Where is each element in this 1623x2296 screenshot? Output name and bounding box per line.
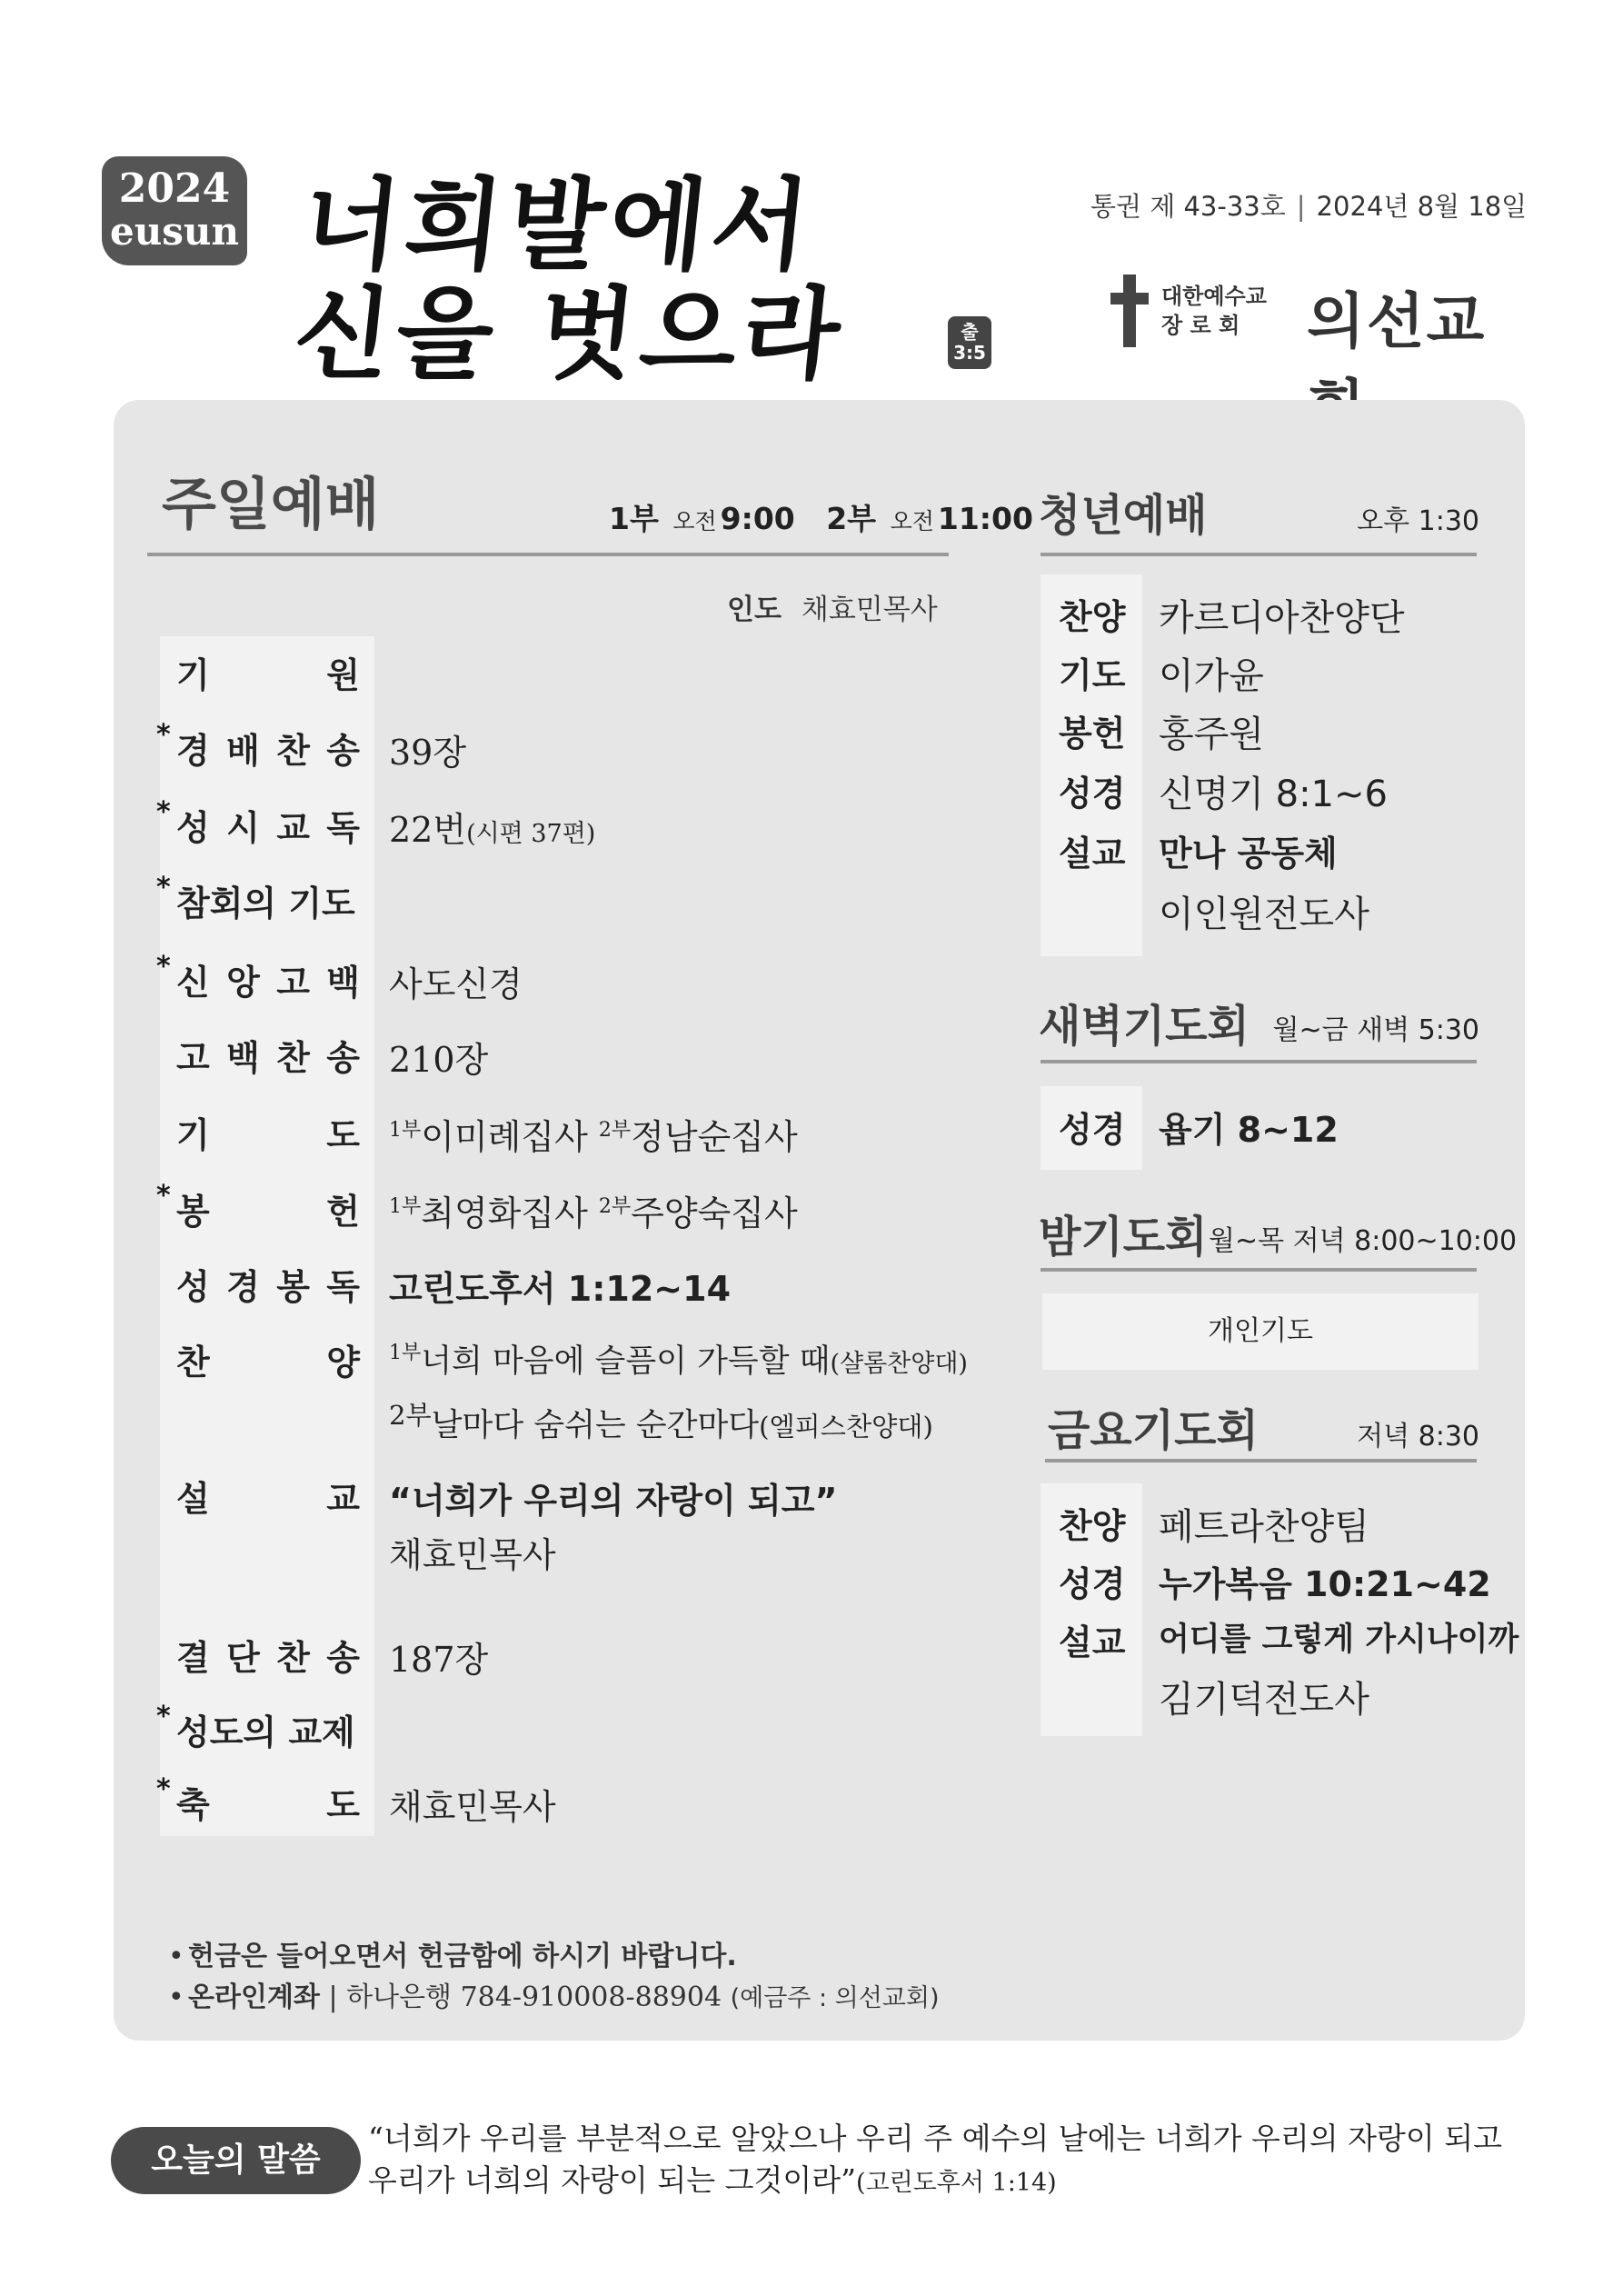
service-sup: 2부: [598, 1119, 632, 1142]
cross-icon: [1109, 275, 1149, 347]
issue-separator: |: [1296, 191, 1306, 222]
time1-label: 1부: [609, 501, 659, 536]
youth-row-praise: [1041, 589, 1531, 644]
row-value: 페트라찬양팀: [1159, 1506, 1369, 1548]
night-time: 월~목 저녁 8:00~10:00: [1209, 1225, 1518, 1257]
order-value: [389, 1109, 798, 1159]
star-mark: *: [156, 951, 171, 983]
row-label: 성경: [1059, 774, 1126, 814]
service-leader: [727, 586, 938, 627]
service-sup: 1부: [389, 1342, 422, 1364]
order-label: 신 앙 고 백: [176, 963, 360, 1003]
verse-line-1: “너희가 우리를 부분적으로 알았으나 우리 주 예수의 날에는 너희가 우리의 자랑이 되고: [368, 2121, 1502, 2156]
order-label: 찬 양: [176, 1343, 360, 1383]
anthem-1: 너희 마음에 슬픔이 가득할 때: [421, 1343, 831, 1380]
offering-note-text: 헌금은 들어오면서 헌금함에 하시기 바랍니다.: [188, 1941, 737, 1972]
friday-time: 저녁 8:30: [1357, 1421, 1479, 1452]
row-value: 누가복음 10:21~42: [1159, 1564, 1491, 1604]
row-value: 만나 공동체: [1159, 834, 1338, 873]
anthem-2-choir: (엘피스찬양대): [759, 1411, 933, 1442]
dawn-row-scripture: [1041, 1102, 1531, 1156]
issue-number: 통권 제 43-33호: [1090, 191, 1286, 222]
order-row-fellowship: [156, 1701, 978, 1768]
star-mark: *: [156, 1180, 171, 1212]
star-mark: *: [156, 719, 171, 751]
issue-info: [1090, 186, 1528, 224]
order-row-creed: [156, 951, 978, 1018]
star-mark: *: [156, 1773, 171, 1805]
row-value: 이가윤: [1159, 655, 1264, 697]
order-value: [389, 802, 595, 852]
title-line-1: 너희발에서: [297, 166, 821, 284]
leader-name: 채효민목사: [801, 594, 938, 626]
notes: [168, 1936, 940, 2018]
service-sup: 1부: [389, 1195, 422, 1218]
order-row-prayer: [160, 1107, 978, 1171]
row-label: 설교: [1059, 834, 1126, 873]
denomination-line-2: 장 로 회: [1161, 313, 1240, 339]
dawn-time: 월~금 새벽 5:30: [1272, 1014, 1479, 1046]
friday-row-scripture: [1041, 1556, 1531, 1611]
prayer-1: 이미례집사: [421, 1117, 588, 1157]
account-note: [168, 1977, 940, 2018]
order-row-anthem: [160, 1334, 978, 1452]
star-mark: *: [156, 796, 171, 828]
order-row-benediction: [156, 1773, 978, 1841]
order-value: 고린도후서 1:12~14: [389, 1269, 732, 1309]
night-content: 개인기도: [1042, 1293, 1479, 1370]
order-label: 기 도: [176, 1115, 360, 1155]
night-title: 밤기도회: [1039, 1212, 1208, 1263]
order-label: 성도의 교제: [176, 1712, 355, 1752]
sermon-preacher: 채효민목사: [389, 1535, 556, 1575]
row-label: 성경: [1059, 1110, 1126, 1150]
star-mark: *: [156, 1701, 171, 1732]
night-divider: [1041, 1268, 1477, 1272]
order-value: 사도신경: [389, 964, 523, 1004]
order-value: [389, 1185, 798, 1235]
youth-time: 오후 1:30: [1357, 505, 1479, 537]
dawn-divider: [1041, 1060, 1477, 1063]
account-label: 온라인계좌: [188, 1982, 320, 2013]
bullet: •: [168, 1982, 184, 2013]
order-row-responsive-reading: [156, 796, 978, 863]
sermon-title: “너희가 우리의 자랑이 되고”: [389, 1481, 838, 1521]
youth-row-prayer: [1041, 647, 1531, 702]
order-value: 187장: [389, 1640, 489, 1680]
order-row-offering: [156, 1180, 978, 1247]
order-row-decision-hymn: [160, 1630, 978, 1693]
todays-verse: [368, 2118, 1502, 2201]
row-label: 성경: [1059, 1564, 1126, 1604]
row-value: 홍주원: [1159, 714, 1264, 755]
account-separator: |: [328, 1982, 338, 2013]
prayer-2: 정남순집사: [631, 1117, 798, 1157]
service-sup: 2부: [598, 1195, 632, 1218]
verse-tag-book: 출: [961, 321, 979, 343]
offering-1: 최영화집사: [421, 1193, 588, 1233]
order-row-sermon: [160, 1471, 978, 1589]
row-label: 봉헌: [1059, 714, 1126, 754]
order-label: 축 도: [176, 1785, 360, 1825]
verse-line-2-wrap: [368, 2160, 1502, 2201]
youth-row-scripture: [1041, 765, 1531, 820]
reading-note: (시편 37편): [466, 820, 596, 848]
verse-line-2: 우리가 너희의 자랑이 되는 그것이라”: [368, 2162, 856, 2199]
leader-label: 인도: [727, 594, 782, 626]
friday-row-sermon: [1041, 1614, 1531, 1732]
sunday-service-times: [609, 495, 1033, 538]
star-mark: *: [156, 872, 171, 903]
verse-tag-ref: 3:5: [953, 342, 986, 364]
order-row-scripture: [160, 1259, 978, 1323]
friday-row-praise: [1041, 1498, 1531, 1552]
order-label: 고 백 찬 송: [176, 1038, 360, 1078]
row-value: 욥기 8~12: [1159, 1110, 1339, 1150]
bullet: •: [168, 1941, 184, 1972]
reading-number: 22번: [389, 810, 467, 850]
order-row-confession-hymn: [160, 1030, 978, 1093]
order-value: [389, 1336, 968, 1382]
denomination-line-1: 대한예수교: [1161, 284, 1267, 309]
service-sup: 1부: [389, 1119, 422, 1142]
time2-label: 2부: [826, 501, 877, 536]
account-number: 하나은행 784-910008-88904: [346, 1982, 722, 2013]
order-row-invocation: [160, 647, 978, 711]
sunday-divider: [147, 553, 949, 556]
church-logo: [1109, 273, 1527, 354]
friday-divider: [1045, 1459, 1477, 1462]
service-sup: 2부: [389, 1400, 432, 1431]
row-value: 어디를 그렇게 가시나이까: [1159, 1622, 1519, 1658]
order-label: 참회의 기도: [176, 883, 355, 923]
todays-verse-pill: 오늘의 말씀: [111, 2127, 361, 2194]
account-holder: (예금주 : 의선교회): [730, 1984, 940, 2012]
offering-2: 주양숙집사: [631, 1193, 798, 1233]
youth-row-sermon: [1041, 825, 1531, 943]
friday-title: 금요기도회: [1048, 1405, 1259, 1456]
row-value: 신명기 8:1~6: [1159, 774, 1388, 815]
row-value: 카르디아찬양단: [1159, 597, 1405, 639]
row-label: 찬양: [1059, 597, 1126, 637]
order-label: 설 교: [176, 1479, 360, 1519]
row-value-2: 이인원전도사: [1159, 893, 1369, 935]
order-value: 채효민목사: [389, 1787, 556, 1827]
church-name: 의선교: [1307, 285, 1487, 356]
time2: 11:00: [937, 501, 1033, 536]
badge-year: 2024: [118, 165, 231, 212]
anthem-1-choir: (샬롬찬양대): [830, 1350, 968, 1378]
verse-ref: (고린도후서 1:14): [856, 2169, 1057, 2198]
year-badge: [102, 156, 247, 265]
title-verse-tag: [948, 316, 991, 369]
youth-row-offering: [1041, 705, 1531, 760]
order-value-2: [389, 1394, 933, 1446]
order-label: 성 시 교 독: [176, 808, 360, 848]
order-label: 기 원: [176, 655, 360, 695]
row-value-2: 김기덕전도사: [1159, 1679, 1369, 1721]
order-label: 성 경 봉 독: [176, 1267, 360, 1307]
time2-ampm: 오전: [890, 508, 934, 534]
youth-title: 청년예배: [1039, 490, 1208, 541]
row-label: 설교: [1059, 1622, 1126, 1662]
anthem-2: 날마다 숨쉬는 순간마다: [431, 1407, 760, 1444]
order-value: 210장: [389, 1040, 489, 1080]
time1-ampm: 오전: [672, 508, 717, 534]
row-label: 기도: [1059, 655, 1126, 695]
order-label: 결 단 찬 송: [176, 1638, 360, 1678]
youth-divider: [1041, 553, 1477, 556]
time1: 9:00: [720, 501, 795, 536]
sunday-service-title: 주일예배: [162, 471, 380, 537]
offering-note: [168, 1936, 940, 1977]
denomination: [1161, 282, 1270, 341]
order-row-praise-hymn: [156, 719, 978, 786]
order-label: 봉 헌: [176, 1192, 360, 1232]
dawn-title: 새벽기도회: [1039, 1001, 1250, 1052]
issue-date: 2024년 8월 18일: [1316, 191, 1528, 222]
order-label: 경 배 찬 송: [176, 731, 360, 771]
order-row-confession-prayer: [156, 872, 978, 939]
title-line-2: 신을 벗으라: [288, 275, 851, 393]
calligraphy-title: [288, 145, 950, 393]
row-label: 찬양: [1059, 1506, 1126, 1546]
order-value: 39장: [389, 733, 467, 773]
badge-word: eusun: [110, 209, 239, 254]
